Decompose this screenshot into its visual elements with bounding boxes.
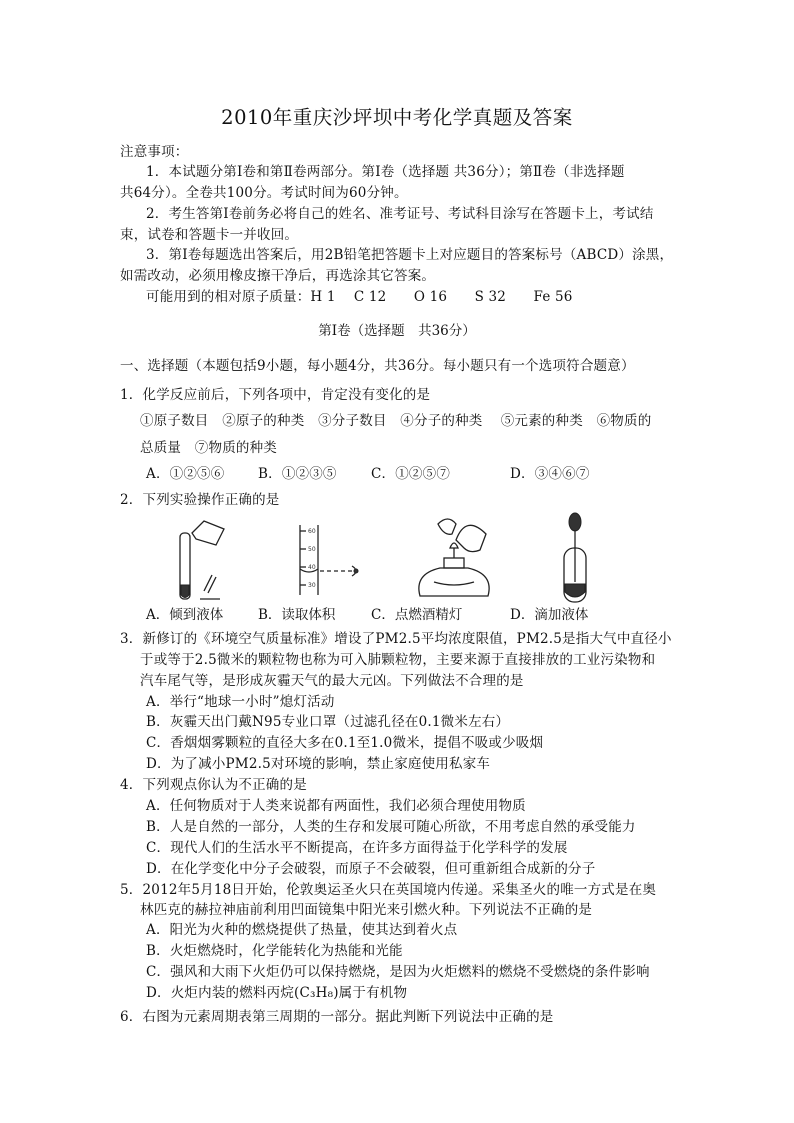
q3-option-b: B．灰霾天出门戴N95专业口罩（过滤孔径在0.1微米左右） [146, 714, 510, 730]
tick-label-50: 50 [308, 546, 316, 553]
pouring-liquid-figure [170, 515, 230, 605]
q1-stem: 1．化学反应前后，下列各项中，肯定没有变化的是 [120, 387, 431, 403]
q4-option-a: A．任何物质对于人类来说都有两面性，我们必须合理使用物质 [146, 798, 526, 814]
q1-items-line-1: ①原子数目 ②原子的种类 ③分子数目 ④分子的种类 ⑤元素的种类 ⑥物质的 [140, 413, 652, 429]
q5-stem-line-2: 林匹克的赫拉神庙前利用凹面镜集中阳光来引燃火种。下列说法不正确的是 [140, 902, 593, 918]
atomic-mass-line: 可能用到的相对原子质量：H 1 C 12 O 16 S 32 Fe 56 [146, 289, 573, 305]
q5-option-d: D．火炬内装的燃料丙烷(C₃H₈)属于有机物 [146, 985, 408, 1001]
q4-stem: 4．下列观点你认为不正确的是 [120, 777, 307, 793]
q2-option-a: A．倾到液体 [146, 607, 224, 623]
reading-volume-figure [288, 525, 368, 597]
q6-stem: 6．右图为元素周期表第三周期的一部分。据此判断下列说法中正确的是 [120, 1009, 554, 1025]
q1-option-d: D．③④⑥⑦ [510, 466, 590, 482]
tick-label-60: 60 [308, 528, 316, 535]
notice-item-3-line-2: 如需改动，必须用橡皮擦干净后，再选涂其它答案。 [120, 268, 436, 284]
tick-label-30: 30 [308, 582, 316, 589]
section-1-instruction: 一、选择题（本题包括9小题，每小题4分，共36分。每小题只有一个选项符合题意） [120, 358, 635, 374]
alcohol-lamp-figure [408, 512, 500, 602]
notice-heading: 注意事项： [120, 144, 189, 160]
notice-item-1-line-1: 1．本试题分第Ⅰ卷和第Ⅱ卷两部分。第Ⅰ卷（选择题 共36分）；第Ⅱ卷（非选择题 [146, 164, 625, 180]
q2-option-c: C．点燃酒精灯 [371, 607, 463, 623]
q2-option-b: B．读取体积 [258, 607, 336, 623]
q1-option-b: B．①②③⑤ [258, 466, 337, 482]
q5-option-b: B．火炬燃烧时，化学能转化为热能和光能 [146, 943, 403, 959]
q2-option-d: D．滴加液体 [510, 607, 589, 623]
section-1-title: 第Ⅰ卷（选择题 共36分） [318, 323, 476, 339]
page-title: 2010年重庆沙坪坝中考化学真题及答案 [221, 106, 573, 129]
q1-option-c: C．①②⑤⑦ [371, 466, 451, 482]
tick-label-40: 40 [308, 564, 316, 571]
notice-item-2-line-1: 2．考生答第Ⅰ卷前务必将自己的姓名、准考证号、考试科目涂写在答题卡上，考试结 [146, 206, 654, 222]
q5-option-c: C．强风和大雨下火炬仍可以保持燃烧，是因为火炬燃料的燃烧不受燃烧的条件影响 [146, 964, 650, 980]
q2-stem: 2．下列实验操作正确的是 [120, 492, 280, 508]
q4-option-c: C．现代人们的生活水平不断提高，在许多方面得益于化学科学的发展 [146, 840, 568, 856]
dropping-liquid-figure [550, 512, 600, 604]
q3-option-a: A．举行“地球一小时”熄灯活动 [146, 694, 335, 710]
q1-items-line-2: 总质量 ⑦物质的种类 [140, 440, 277, 456]
q3-stem-line-3: 汽车尾气等，是形成灰霾天气的最大元凶。下列做法不合理的是 [140, 673, 524, 689]
q3-option-c: C．香烟烟雾颗粒的直径大多在0.1至1.0微米，提倡不吸或少吸烟 [146, 735, 544, 751]
q5-option-a: A．阳光为火种的燃烧提供了热量，使其达到着火点 [146, 922, 458, 938]
q3-stem-line-2: 于或等于2.5微米的颗粒物也称为可入肺颗粒物，主要来源于直接排放的工业污染物和 [140, 652, 656, 668]
notice-item-3-line-1: 3．第Ⅰ卷每题选出答案后，用2B铅笔把答题卡上对应题目的答案标号（ABCD）涂黑， [146, 247, 674, 263]
notice-item-2-line-2: 束，试卷和答题卡一并收回。 [120, 227, 299, 243]
q4-option-b: B．人是自然的一部分，人类的生存和发展可随心所欲，不用考虑自然的承受能力 [146, 819, 636, 835]
q5-stem-line-1: 5．2012年5月18日开始，伦敦奥运圣火只在英国境内传递。采集圣火的唯一方式是在奥 [120, 882, 657, 898]
q4-option-d: D．在化学变化中分子会破裂，而原子不会破裂，但可重新组合成新的分子 [146, 861, 596, 877]
q1-option-a: A．①②⑤⑥ [146, 466, 225, 482]
notice-item-1-line-2: 共64分）。全卷共100分。考试时间为60分钟。 [120, 185, 408, 201]
q3-stem-line-1: 3．新修订的《环境空气质量标准》增设了PM2.5平均浓度限值，PM2.5是指大气中直径小 [120, 631, 672, 647]
q3-option-d: D．为了减小PM2.5对环境的影响，禁止家庭使用私家车 [146, 756, 491, 772]
